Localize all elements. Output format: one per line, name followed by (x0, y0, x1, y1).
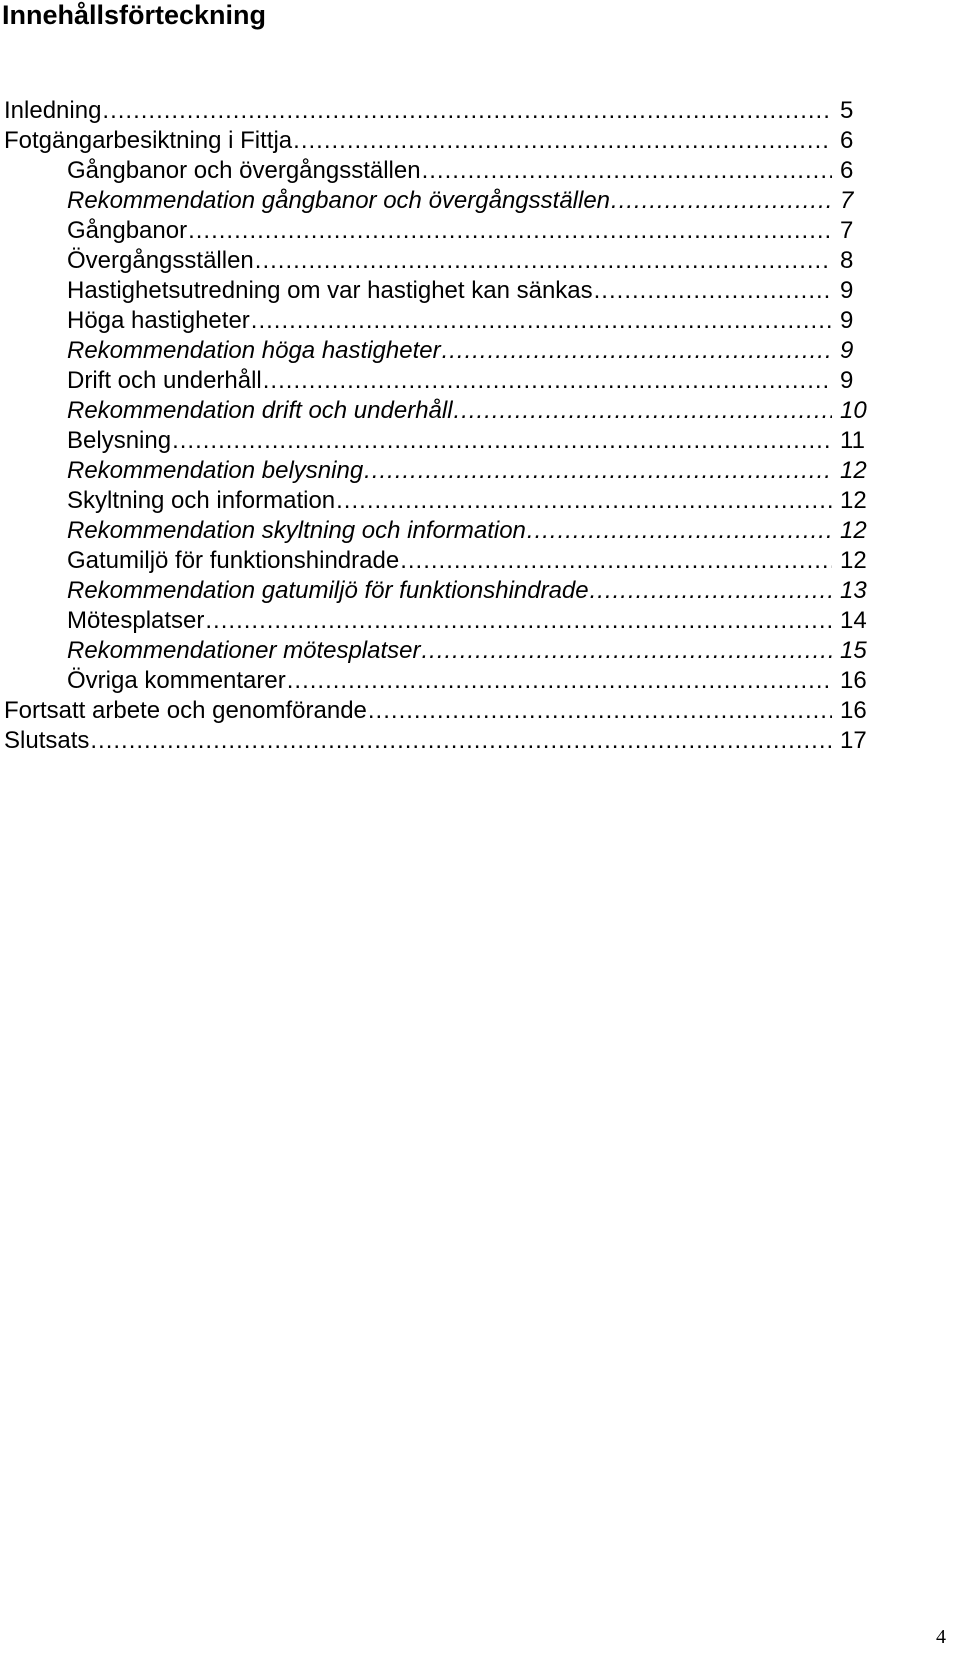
dot-leader (287, 666, 832, 696)
toc-entry[interactable] (0, 516, 960, 546)
toc-entry-title: Slutsats (4, 727, 90, 754)
toc-entry-title: Rekommendation gatumiljö för funktionshindrade (67, 577, 589, 604)
dot-leader (590, 576, 832, 606)
toc-entry[interactable] (0, 636, 960, 666)
toc-entry[interactable] (0, 336, 960, 366)
toc-entry-page-number: 9 (840, 367, 854, 394)
toc-entry-page-number: 10 (840, 397, 867, 424)
toc-entry[interactable] (0, 156, 960, 186)
toc-entry[interactable] (0, 276, 960, 306)
toc-entry-page-number: 16 (840, 697, 867, 724)
toc-entry-title: Rekommendation höga hastigheter (67, 337, 441, 364)
toc-entry[interactable] (0, 366, 960, 396)
toc-entry-page-number: 12 (840, 517, 867, 544)
toc-entry[interactable] (0, 396, 960, 426)
toc-entry[interactable] (0, 426, 960, 456)
toc-entry[interactable] (0, 216, 960, 246)
toc-entry-page-number: 14 (840, 607, 867, 634)
toc-entry[interactable] (0, 456, 960, 486)
dot-leader (172, 426, 832, 456)
dot-leader (368, 696, 832, 726)
dot-leader (251, 306, 832, 336)
toc-entry-page-number: 12 (840, 547, 867, 574)
dot-leader (102, 96, 832, 126)
toc-entry[interactable] (0, 576, 960, 606)
toc-entry-page-number: 6 (840, 127, 854, 154)
toc-entry-page-number: 12 (840, 457, 867, 484)
toc-entry-page-number: 5 (840, 97, 854, 124)
dot-leader (255, 246, 832, 276)
toc-entry[interactable] (0, 246, 960, 276)
toc-entry-title: Rekommendation gångbanor och övergångsställen (67, 187, 611, 214)
toc-entry-page-number: 9 (840, 337, 854, 364)
toc-entry-title: Hastighetsutredning om var hastighet kan sänkas (67, 277, 593, 304)
toc-entry-title: Rekommendation drift och underhåll (67, 397, 453, 424)
toc-entry-page-number: 7 (840, 217, 854, 244)
dot-leader (594, 276, 832, 306)
toc-entry-title: Övergångsställen (67, 247, 254, 274)
toc-entry-page-number: 17 (840, 727, 867, 754)
toc-entry-title: Belysning (67, 427, 172, 454)
dot-leader (611, 186, 832, 216)
toc-entry-title: Rekommendationer mötesplatser (67, 637, 421, 664)
toc-entry-title: Drift och underhåll (67, 367, 262, 394)
toc-entry-page-number: 7 (840, 187, 854, 214)
toc-entry-title: Skyltning och information (67, 487, 336, 514)
toc-entry-title: Övriga kommentarer (67, 667, 286, 694)
toc-entry[interactable] (0, 306, 960, 336)
toc-entry-page-number: 6 (840, 157, 854, 184)
toc-entry[interactable] (0, 96, 960, 126)
toc-entry-page-number: 12 (840, 487, 867, 514)
dot-leader (422, 636, 833, 666)
toc-entry-title: Mötesplatser (67, 607, 205, 634)
toc-entry-page-number: 8 (840, 247, 854, 274)
dot-leader (293, 126, 832, 156)
toc-entry-page-number: 9 (840, 277, 854, 304)
dot-leader (400, 546, 832, 576)
toc-entry[interactable] (0, 726, 960, 756)
dot-leader (263, 366, 832, 396)
toc-entry-page-number: 9 (840, 307, 854, 334)
table-of-contents (0, 96, 960, 756)
dot-leader (364, 456, 832, 486)
toc-entry-title: Gångbanor (67, 217, 188, 244)
toc-entry-page-number: 11 (840, 427, 865, 454)
toc-entry-page-number: 15 (840, 637, 867, 664)
dot-leader (205, 606, 832, 636)
toc-entry[interactable] (0, 696, 960, 726)
toc-entry-title: Fotgängarbesiktning i Fittja (4, 127, 293, 154)
toc-entry[interactable] (0, 186, 960, 216)
toc-entry-title: Fortsatt arbete och genomförande (4, 697, 367, 724)
toc-entry-title: Gångbanor och övergångsställen (67, 157, 421, 184)
toc-entry[interactable] (0, 126, 960, 156)
toc-entry-title: Rekommendation belysning (67, 457, 364, 484)
dot-leader (527, 516, 832, 546)
toc-entry[interactable] (0, 486, 960, 516)
toc-entry-title: Inledning (4, 97, 102, 124)
toc-entry-title: Rekommendation skyltning och information (67, 517, 526, 544)
page-title: Innehållsförteckning (2, 0, 267, 30)
dot-leader (442, 336, 832, 366)
toc-entry[interactable] (0, 606, 960, 636)
dot-leader (454, 396, 832, 426)
toc-entry-title: Höga hastigheter (67, 307, 250, 334)
dot-leader (336, 486, 832, 516)
toc-entry-title: Gatumiljö för funktionshindrade (67, 547, 400, 574)
toc-entry[interactable] (0, 546, 960, 576)
dot-leader (90, 726, 832, 756)
footer-page-number: 4 (936, 1626, 946, 1648)
dot-leader (422, 156, 832, 186)
toc-entry-page-number: 16 (840, 667, 867, 694)
toc-entry[interactable] (0, 666, 960, 696)
toc-entry-page-number: 13 (840, 577, 867, 604)
dot-leader (188, 216, 832, 246)
